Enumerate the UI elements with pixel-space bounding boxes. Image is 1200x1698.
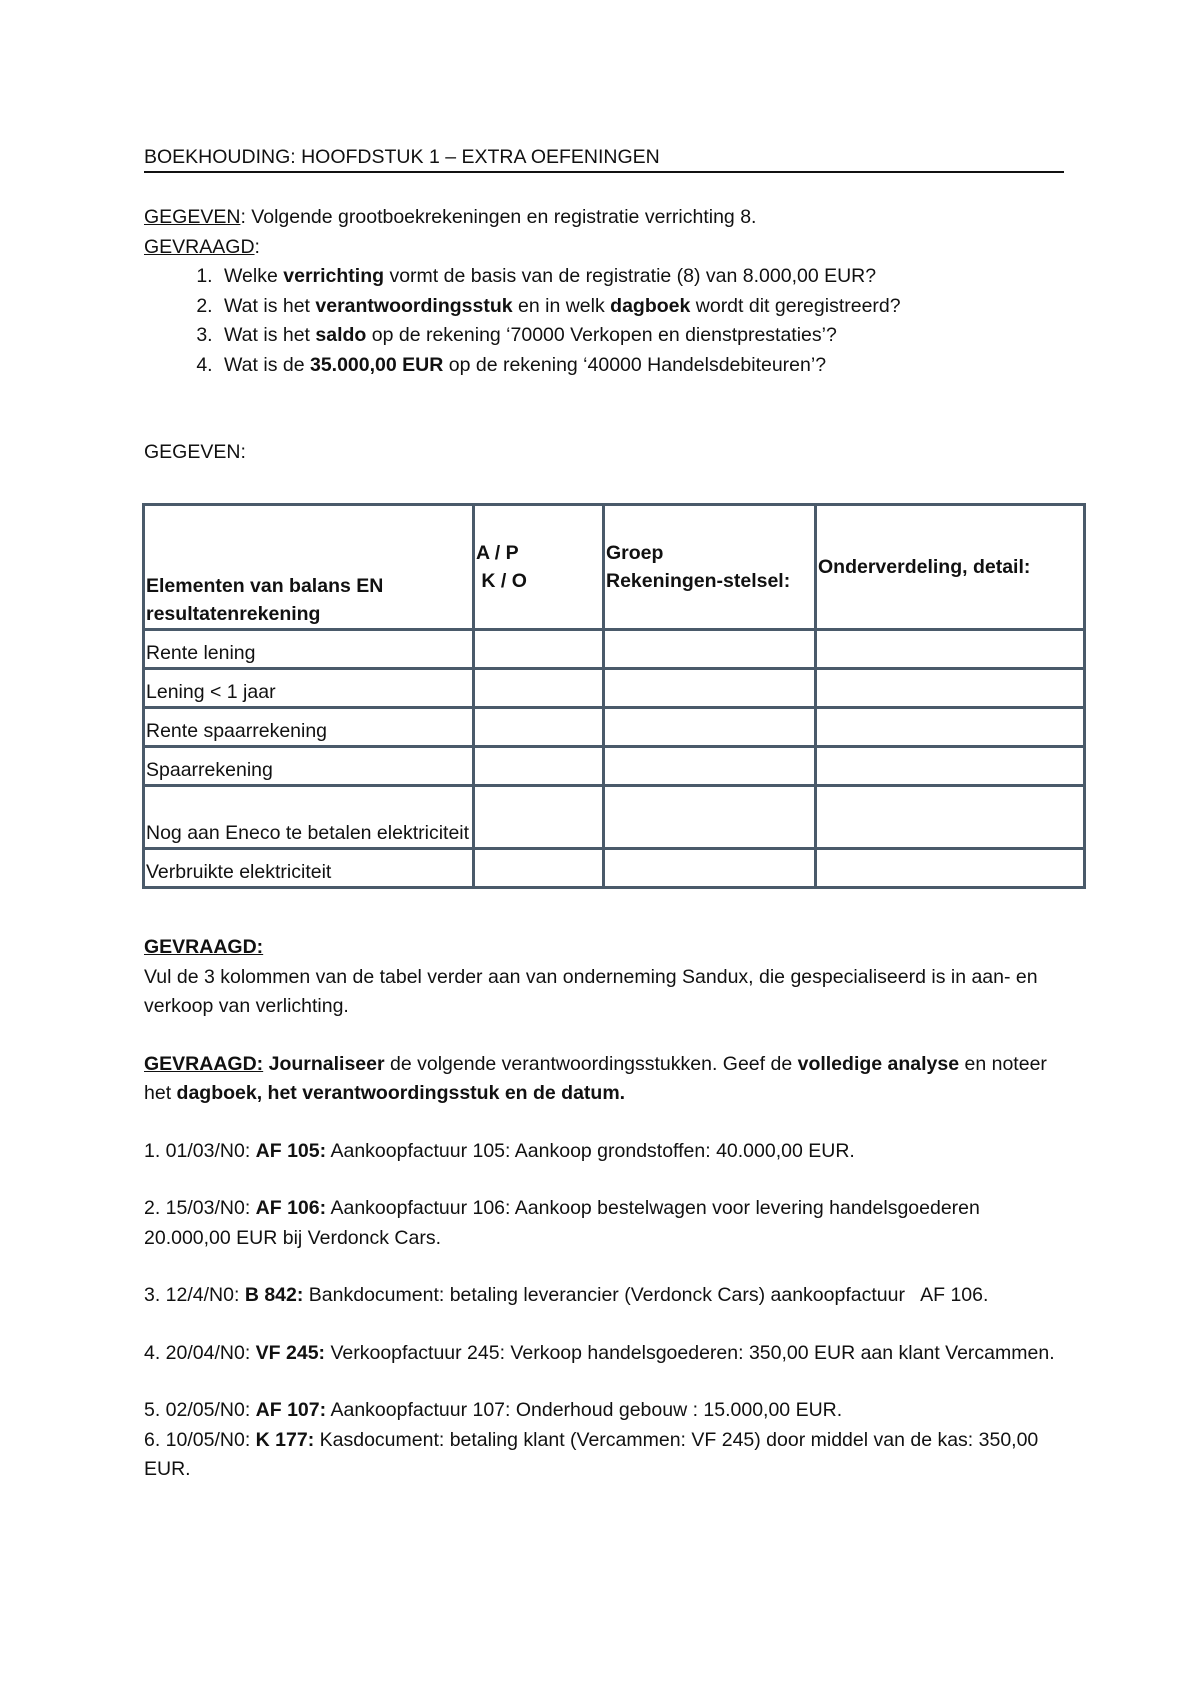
row-label: Rente lening	[144, 630, 474, 669]
question-list	[144, 262, 1064, 380]
table-row	[144, 747, 1085, 786]
empty-cell[interactable]	[604, 786, 816, 849]
table-row	[144, 669, 1085, 708]
row-label: Lening < 1 jaar	[144, 669, 474, 708]
table-header-row	[144, 505, 1085, 630]
header-elementen: Elementen van balans EN resultatenrekening	[144, 505, 474, 630]
gevraagd-block-1	[144, 933, 1064, 1022]
gevraagd-label: GEVRAAGD:	[144, 936, 264, 958]
row-label: Nog aan Eneco te betalen elektriciteit	[144, 786, 474, 849]
empty-cell[interactable]	[604, 747, 816, 786]
empty-cell[interactable]	[816, 708, 1085, 747]
gevraagd-label: GEVRAAGD:	[144, 1052, 264, 1075]
gevraagd-text: Vul de 3 kolommen van de tabel verder aan van onderneming Sandux, die gespecialiseerd is in aan- en verkoop van verlichting.	[144, 965, 1038, 1017]
gegeven-heading: GEGEVEN:	[144, 441, 246, 463]
journal-entry: 2. 15/03/N0: AF 106: Aankoopfactuur 106: Aankoop bestelwagen voor levering handelsgoederen 20.000,00 EUR bij Verdonck Cars.	[144, 1197, 980, 1249]
empty-cell[interactable]	[604, 669, 816, 708]
empty-cell[interactable]	[474, 708, 604, 747]
question-item: 2. Wat is het verantwoordingsstuk en in welk dagboek wordt dit geregistreerd?	[218, 292, 1064, 322]
gevraagd-block-2: GEVRAAGD: Journaliseer de volgende verantwoordingsstukken. Geef de volledige analyse en noteer het dagboek, het verantwoordingsstuk en de datum.	[144, 1052, 1047, 1104]
header-ap-ko: A / P K / O	[474, 505, 604, 630]
empty-cell[interactable]	[816, 669, 1085, 708]
empty-cell[interactable]	[474, 747, 604, 786]
journal-entry: 3. 12/4/N0: B 842: Bankdocument: betaling leverancier (Verdonck Cars) aankoopfactuur AF 106.	[144, 1284, 989, 1306]
journal-entry: 6. 10/05/N0: K 177: Kasdocument: betaling klant (Vercammen: VF 245) door middel van de kas: 350,00 EUR.	[144, 1428, 1039, 1480]
lower-section	[144, 933, 1064, 1485]
empty-cell[interactable]	[474, 786, 604, 849]
empty-cell[interactable]	[816, 849, 1085, 888]
journal-entry: 5. 02/05/N0: AF 107: Aankoopfactuur 107: Onderhoud gebouw : 15.000,00 EUR.	[144, 1399, 843, 1421]
empty-cell[interactable]	[604, 849, 816, 888]
gegeven-text: : Volgende grootboekrekeningen en registratie verrichting 8.	[240, 206, 757, 228]
accounts-table	[142, 503, 1086, 889]
journal-entry: 1. 01/03/N0: AF 105: Aankoopfactuur 105: Aankoop grondstoffen: 40.000,00 EUR.	[144, 1139, 855, 1162]
top-section	[144, 143, 1064, 468]
gevraagd-label: GEVRAAGD	[144, 235, 255, 258]
gegeven-line	[144, 203, 1064, 233]
empty-cell[interactable]	[474, 849, 604, 888]
empty-cell[interactable]	[604, 630, 816, 669]
empty-cell[interactable]	[474, 630, 604, 669]
empty-cell[interactable]	[816, 786, 1085, 849]
header-onderverdeling: Onderverdeling, detail:	[816, 505, 1085, 630]
gevraagd-colon: :	[254, 235, 260, 258]
empty-cell[interactable]	[816, 630, 1085, 669]
table-row	[144, 849, 1085, 888]
table-row	[144, 630, 1085, 669]
empty-cell[interactable]	[604, 708, 816, 747]
row-label: Spaarrekening	[144, 747, 474, 786]
journal-entry: 4. 20/04/N0: VF 245: Verkoopfactuur 245: Verkoop handelsgoederen: 350,00 EUR aan klant Vercammen.	[144, 1341, 1055, 1364]
table-row	[144, 786, 1085, 849]
question-item: 1. Welke verrichting vormt de basis van de registratie (8) van 8.000,00 EUR?	[218, 262, 1064, 292]
empty-cell[interactable]	[474, 669, 604, 708]
gegeven-label: GEGEVEN	[144, 206, 241, 228]
empty-cell[interactable]	[816, 747, 1085, 786]
row-label: Verbruikte elektriciteit	[144, 849, 474, 888]
question-item: 3. Wat is het saldo op de rekening ‘70000 Verkopen en dienstprestaties’?	[218, 321, 1064, 351]
row-label: Rente spaarrekening	[144, 708, 474, 747]
gevraagd-line	[144, 233, 1064, 263]
table-row	[144, 708, 1085, 747]
page-title: BOEKHOUDING: HOOFDSTUK 1 – EXTRA OEFENINGEN	[144, 143, 1064, 173]
question-item: 4. Wat is de 35.000,00 EUR op de rekening ‘40000 Handelsdebiteuren’?	[218, 351, 1064, 381]
header-groep: Groep Rekeningen-stelsel:	[604, 505, 816, 630]
